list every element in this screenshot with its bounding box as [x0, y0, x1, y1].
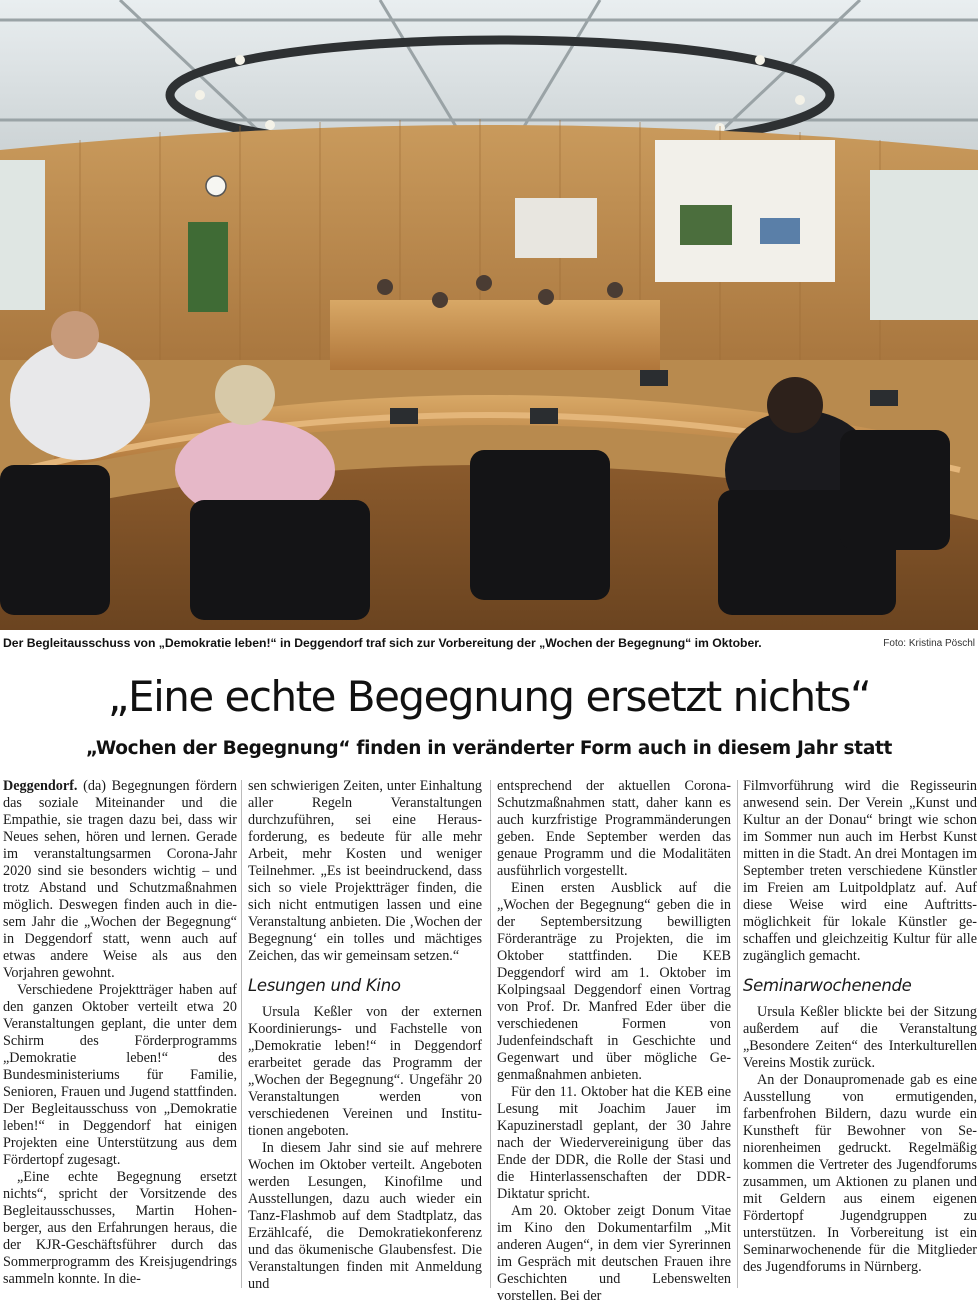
- paragraph: [3, 778, 237, 982]
- section-heading: Lesungen und Kino: [248, 976, 401, 995]
- photo-caption-row: [0, 634, 978, 656]
- council-chamber-photo: [0, 0, 978, 630]
- paragraph: An der Donaupromenade gab es eine Ausstellung von ermutigenden, farbenfrohen Bildern, dazu wurde ein Kunstheft für Bewohner von Seniorenheimen gedruckt. Regelmäßig kommen die Vertreter des Jugendforums zusammen, um Aktionen zu planen und mit Geldern aus einem eigenen Fördertopf Jugendgruppen zu unterstützen. In Vorbereitung ist ein Seminarwochenende für die Mitglieder des Jugendforums in Nürnberg.: [743, 1072, 977, 1275]
- paragraph: Am 20. Oktober zeigt Donum Vitae im Kino den Dokumentarfilm „Mit anderen Augen“, in dem vier Syrerinnen im Gespräch mit deutschen Frauen ihre Geschichten und Lebenswelten vorstellen. Bei der: [497, 1203, 731, 1304]
- paragraph-text: (da) Begegnungen fördern das soziale Miteinander und die Empathie, sie tragen dazu bei, dass wir Neues sehen, hören und lernen. Gerade im veranstaltungsarmen Corona-Jahr 2020 sind sie besonders wichtig – und trotz Abstand und Schutzmaßnahmen möglich. Deswegen finden auch in diesem Jahr die „Wochen der Begegnung“ in Deggendorf statt, wenn auch auf etwas andere Weise als aus den Vorjahren gewohnt.: [3, 778, 237, 981]
- paragraph: „Eine echte Begegnung ersetzt nichts“, spricht der Vorsitzende des Begleitausschusses, Martin Hohenberger, aus den Erfahrungen heraus, die der KJR-Geschäftsführer durch das Sommerprogramm des Kreisjugendrings sammeln konnte. In die-: [3, 1169, 237, 1287]
- dateline-place: Deggendorf.: [3, 778, 78, 794]
- column-divider: [490, 780, 491, 1288]
- column-divider: [241, 780, 242, 1288]
- headline: „Eine echte Begegnung ersetzt nichts“: [107, 672, 871, 721]
- paragraph: Ursula Keßler von der externen Koordinierungs- und Fachstelle von „Demokratie leben!“ in Deggendorf erarbeitet gerade das Programm der „Wochen der Begegnung“. Ungefähr 20 Veranstaltungen werden von verschiedenen Vereinen und Institutionen angeboten.: [248, 1004, 482, 1139]
- paragraph: entsprechend der aktuellen Corona-Schutzmaßnahmen statt, daher kann es auch kurzfristige Programmänderungen geben. Ende September werden das genaue Programm und die Modalitäten ausführlich vorgestellt.: [497, 778, 731, 879]
- paragraph: sen schwierigen Zeiten, unter Einhaltung aller Regeln Veranstaltungen durchzuführen, sei eine Herausforderung, es bedeute für alle mehr Arbeit, mehr Kosten und weniger Teilnehmer. „Es ist beeindruckend, dass sich so viele Projektträger finden, die sich nicht entmutigen lassen und eine Veranstaltung anbieten. Die ‚Wochen der Begegnung‘ ein tolles und mächtiges Zeichen, das wir gemeinsam setzen.“: [248, 778, 482, 964]
- column-divider: [737, 780, 738, 1288]
- subheadline: „Wochen der Begegnung“ finden in veränderter Form auch in diesem Jahr statt: [85, 738, 893, 759]
- paragraph: Verschiedene Projektträger haben auf den ganzen Oktober verteilt etwa 20 Veranstaltungen geplant, die unter dem Schirm des Förderprogramms „Demokratie leben!“ des Bundesministeriums für Familie, Senioren, Frauen und Jugend stattfinden. Der Begleitausschuss von „Demokratie leben!“ in Deggendorf hat einigen Projekten eine Unterstützung aus dem Fördertopf zugesagt.: [3, 982, 237, 1168]
- article-column-3: [497, 778, 731, 1304]
- paragraph: In diesem Jahr sind sie auf mehrere Wochen im Oktober verteilt. Angeboten werden Lesungen, Kinofilme und Ausstellungen, dazu auch wieder ein Tanz-Flashmob auf dem Stadtplatz, das Erzählcafé, die Demokratiekonferenz und das ökumenische Glaubensfest. Die Veranstaltungen finden mit Anmeldung und: [248, 1140, 482, 1292]
- article-column-1: [3, 778, 237, 1290]
- paragraph: Filmvorführung wird die Regisseurin anwesend sein. Der Verein „Kunst und Kultur an der Donau“ bringt wie schon im Sommer nun auch im Herbst Kunst mitten in die Stadt. An drei Montagen im September treten verschiedene Künstler im Freien am Luitpoldplatz auf. Auf diese Weise wird eine Auftrittsmöglichkeit für lokale Künstler geschaffen und gleichzeitig Kultur für alle zugänglich gemacht.: [743, 778, 977, 964]
- section-heading: Seminarwochenende: [743, 976, 912, 995]
- paragraph: Einen ersten Ausblick auf die „Wochen der Begegnung“ geben die in der Septembersitzung bewilligten Förderanträge zu Projekten, die im Oktober stattfinden. Die KEB Deggendorf wird am 1. Oktober im Kolpingsaal Deggendorf einen Vortrag von Prof. Dr. Manfred Eder über die verschiedenen Formen von Judenfeindschaft in Geschichte und Gegenwart und über mögliche Gegenmaßnahmen anbieten.: [497, 880, 731, 1083]
- paragraph: Ursula Keßler blickte bei der Sitzung außerdem auf die Veranstaltung „Besondere Zeiten“ des Interkulturellen Vereins Mostik zurück.: [743, 1004, 977, 1071]
- article-column-4: [743, 778, 977, 1290]
- photo-credit: Foto: Kristina Pöschl: [883, 638, 975, 649]
- paragraph: Für den 11. Oktober hat die KEB eine Lesung mit Joachim Jauer im Kapuzinerstadl geplant, der 30 Jahre nach der Wiedervereinigung über das Ende der DDR, die Rolle der Stasi und die Hinterlassenschaften der DDR-Diktatur spricht.: [497, 1084, 731, 1202]
- article-column-2: [248, 778, 482, 1290]
- article-photo: [0, 0, 978, 630]
- photo-caption: Der Begleitausschuss von „Demokratie leben!“ in Deggendorf traf sich zur Vorbereitung der „Wochen der Begegnung“ im Oktober.: [3, 636, 762, 650]
